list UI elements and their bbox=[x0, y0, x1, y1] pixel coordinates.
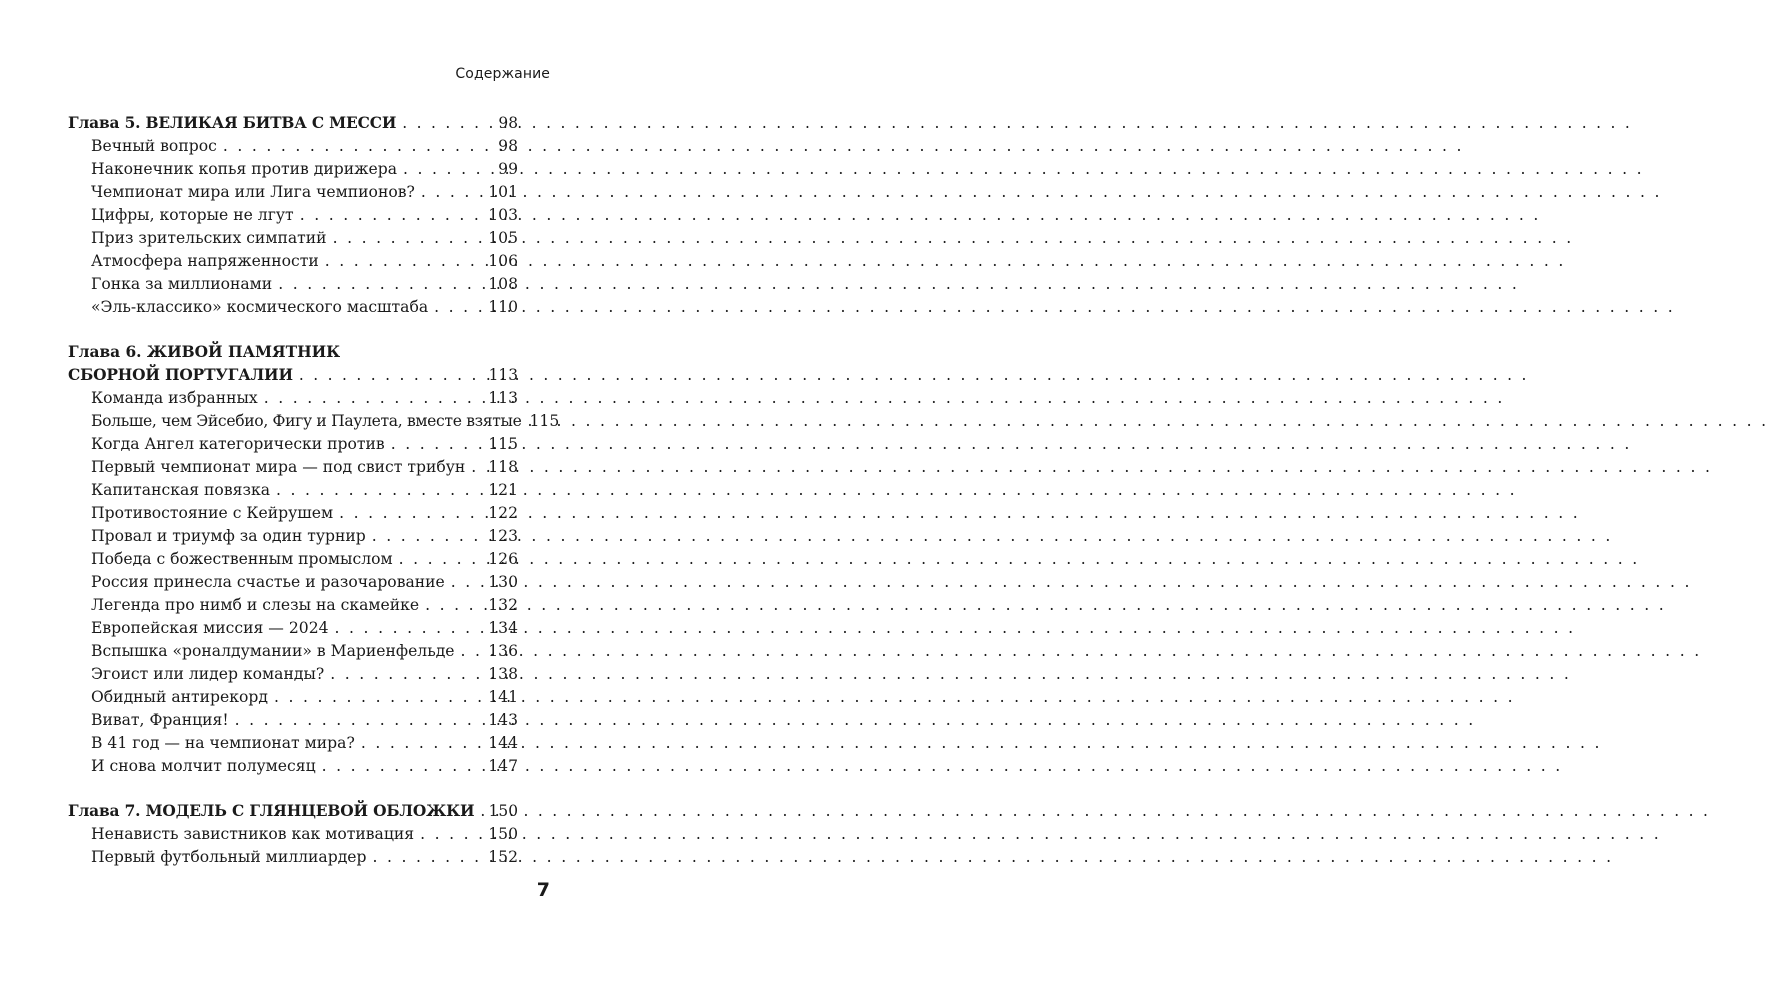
entry-title: Чемпионат мира или Лига чемпионов? bbox=[91, 183, 415, 201]
entry-page: 147 bbox=[488, 757, 518, 775]
entry-title: Легенда про нимб и слезы на скамейке bbox=[91, 596, 420, 614]
toc-entry[interactable] bbox=[68, 848, 518, 871]
toc-chapter-5[interactable] bbox=[68, 114, 518, 137]
entry-page: 130 bbox=[488, 573, 518, 591]
entry-page: 110 bbox=[488, 298, 518, 316]
dot-leader bbox=[223, 137, 496, 155]
entry-page: 108 bbox=[488, 275, 518, 293]
dot-leader bbox=[373, 848, 487, 866]
entry-title: Приз зрительских симпатий bbox=[91, 229, 327, 247]
chapter-page: 150 bbox=[488, 802, 518, 820]
table-of-contents bbox=[68, 114, 560, 871]
entry-page: 143 bbox=[488, 711, 518, 729]
entry-page: 105 bbox=[488, 229, 518, 247]
dot-leader bbox=[276, 481, 486, 499]
dot-leader bbox=[333, 229, 487, 247]
toc-entry[interactable] bbox=[68, 757, 518, 780]
dot-leader bbox=[322, 757, 487, 775]
entry-title: Цифры, которые не лгут bbox=[91, 206, 294, 224]
entry-title: Ненависть завистников как мотивация bbox=[91, 825, 415, 843]
entry-title: Первый футбольный миллиардер bbox=[91, 848, 367, 866]
toc-entry[interactable] bbox=[68, 389, 518, 412]
dot-leader bbox=[330, 665, 486, 683]
entry-title: Европейская миссия — 2024 bbox=[91, 619, 329, 637]
toc-entry[interactable] bbox=[68, 137, 518, 160]
running-head: Содержание bbox=[455, 66, 550, 82]
entry-page: 121 bbox=[488, 481, 518, 499]
chapter-title: СБОРНОЙ ПОРТУГАЛИИ bbox=[68, 366, 293, 384]
chapter-title: Глава 5. ВЕЛИКАЯ БИТВА С МЕССИ bbox=[68, 114, 397, 132]
entry-title: Капитанская повязка bbox=[91, 481, 270, 499]
toc-entry[interactable] bbox=[68, 298, 518, 321]
toc-entry[interactable] bbox=[68, 825, 518, 848]
toc-entry[interactable] bbox=[68, 160, 518, 183]
dot-leader bbox=[480, 802, 486, 820]
toc-entry[interactable] bbox=[68, 206, 518, 229]
dot-leader bbox=[425, 596, 486, 614]
dot-leader bbox=[421, 183, 486, 201]
entry-page: 144 bbox=[488, 734, 518, 752]
dot-leader bbox=[325, 252, 486, 270]
entry-title: Обидный антирекорд bbox=[91, 688, 268, 706]
toc-entry[interactable] bbox=[68, 458, 518, 481]
entry-page: 106 bbox=[488, 252, 518, 270]
toc-chapter-6[interactable] bbox=[68, 366, 518, 389]
entry-title: Гонка за миллионами bbox=[91, 275, 273, 293]
entry-page: 136 bbox=[488, 642, 518, 660]
dot-leader bbox=[361, 734, 486, 752]
entry-title: Россия принесла счастье и разочарование bbox=[91, 573, 445, 591]
toc-entry[interactable] bbox=[68, 550, 518, 573]
entry-page: 150 bbox=[488, 825, 518, 843]
toc-entry[interactable] bbox=[68, 596, 518, 619]
entry-title: В 41 год — на чемпионат мира? bbox=[91, 734, 355, 752]
entry-title: Победа с божественным промыслом bbox=[91, 550, 393, 568]
entry-page: 122 bbox=[488, 504, 518, 522]
entry-title: Виват, Франция! bbox=[91, 711, 229, 729]
entry-page: 134 bbox=[488, 619, 518, 637]
entry-title: Команда избранных bbox=[91, 389, 258, 407]
dot-leader bbox=[434, 298, 486, 316]
toc-entry[interactable] bbox=[68, 435, 518, 458]
toc-entry[interactable] bbox=[68, 619, 518, 642]
entry-title: Вечный вопрос bbox=[91, 137, 217, 155]
entry-page: 126 bbox=[488, 550, 518, 568]
section-gap bbox=[68, 780, 518, 802]
entry-page: 138 bbox=[488, 665, 518, 683]
dot-leader bbox=[264, 389, 487, 407]
entry-title: Противостояние с Кейрушем bbox=[91, 504, 334, 522]
toc-entry[interactable] bbox=[68, 412, 560, 435]
chapter-page: 113 bbox=[488, 366, 518, 384]
entry-title: Эгоист или лидер команды? bbox=[91, 665, 325, 683]
dot-leader bbox=[278, 275, 486, 293]
entry-title: Больше, чем Эйсебио, Фигу и Паулета, вместе взятые bbox=[91, 412, 522, 430]
dot-leader bbox=[451, 573, 486, 591]
dot-leader bbox=[420, 825, 486, 843]
toc-entry[interactable] bbox=[68, 734, 518, 757]
dot-leader bbox=[300, 206, 487, 224]
entry-page: 132 bbox=[488, 596, 518, 614]
entry-page: 118 bbox=[488, 458, 518, 476]
entry-page: 113 bbox=[488, 389, 518, 407]
entry-title: Наконечник копья против дирижера bbox=[91, 160, 398, 178]
dot-leader bbox=[235, 711, 487, 729]
toc-entry[interactable] bbox=[68, 527, 518, 550]
toc-entry[interactable] bbox=[68, 665, 518, 688]
dot-leader bbox=[399, 550, 487, 568]
chapter-page: 98 bbox=[498, 114, 518, 132]
toc-entry[interactable] bbox=[68, 642, 518, 665]
entry-page: 115 bbox=[488, 435, 518, 453]
dot-leader bbox=[274, 688, 486, 706]
dot-leader bbox=[402, 114, 496, 132]
page-number: 7 bbox=[536, 879, 550, 901]
toc-entry[interactable] bbox=[68, 252, 518, 275]
entry-title: Провал и триумф за один турнир bbox=[91, 527, 366, 545]
entry-title: Первый чемпионат мира — под свист трибун bbox=[91, 458, 466, 476]
toc-chapter-7[interactable] bbox=[68, 802, 518, 825]
entry-page: 123 bbox=[488, 527, 518, 545]
entry-page: 103 bbox=[488, 206, 518, 224]
dot-leader bbox=[461, 642, 487, 660]
entry-page: 101 bbox=[488, 183, 518, 201]
toc-entry[interactable] bbox=[68, 573, 518, 596]
toc-entry[interactable] bbox=[68, 688, 518, 711]
toc-entry[interactable] bbox=[68, 229, 518, 252]
entry-page: 152 bbox=[488, 848, 518, 866]
entry-title: Когда Ангел категорически против bbox=[91, 435, 385, 453]
entry-page: 98 bbox=[498, 137, 518, 155]
dot-leader bbox=[339, 504, 486, 522]
toc-entry[interactable] bbox=[68, 183, 518, 206]
toc-entry[interactable] bbox=[68, 504, 518, 527]
toc-entry[interactable] bbox=[68, 275, 518, 298]
entry-title: Атмосфера напряженности bbox=[91, 252, 319, 270]
entry-title: И снова молчит полумесяц bbox=[91, 757, 316, 775]
entry-page: 141 bbox=[488, 688, 518, 706]
entry-title: Вспышка «роналдумании» в Мариенфельде bbox=[91, 642, 455, 660]
dot-leader bbox=[335, 619, 487, 637]
chapter-title-line1: Глава 6. ЖИВОЙ ПАМЯТНИК bbox=[68, 343, 341, 361]
dot-leader bbox=[372, 527, 486, 545]
entry-page: 115 bbox=[529, 412, 560, 430]
dot-leader bbox=[403, 160, 496, 178]
dot-leader bbox=[391, 435, 487, 453]
dot-leader bbox=[471, 458, 486, 476]
entry-title: «Эль-классико» космического масштаба bbox=[91, 298, 429, 316]
section-gap bbox=[68, 321, 518, 343]
dot-leader bbox=[299, 366, 487, 384]
toc-entry[interactable] bbox=[68, 481, 518, 504]
chapter-title: Глава 7. МОДЕЛЬ С ГЛЯНЦЕВОЙ ОБЛОЖКИ bbox=[68, 802, 475, 820]
toc-entry[interactable] bbox=[68, 711, 518, 734]
entry-page: 99 bbox=[498, 160, 518, 178]
